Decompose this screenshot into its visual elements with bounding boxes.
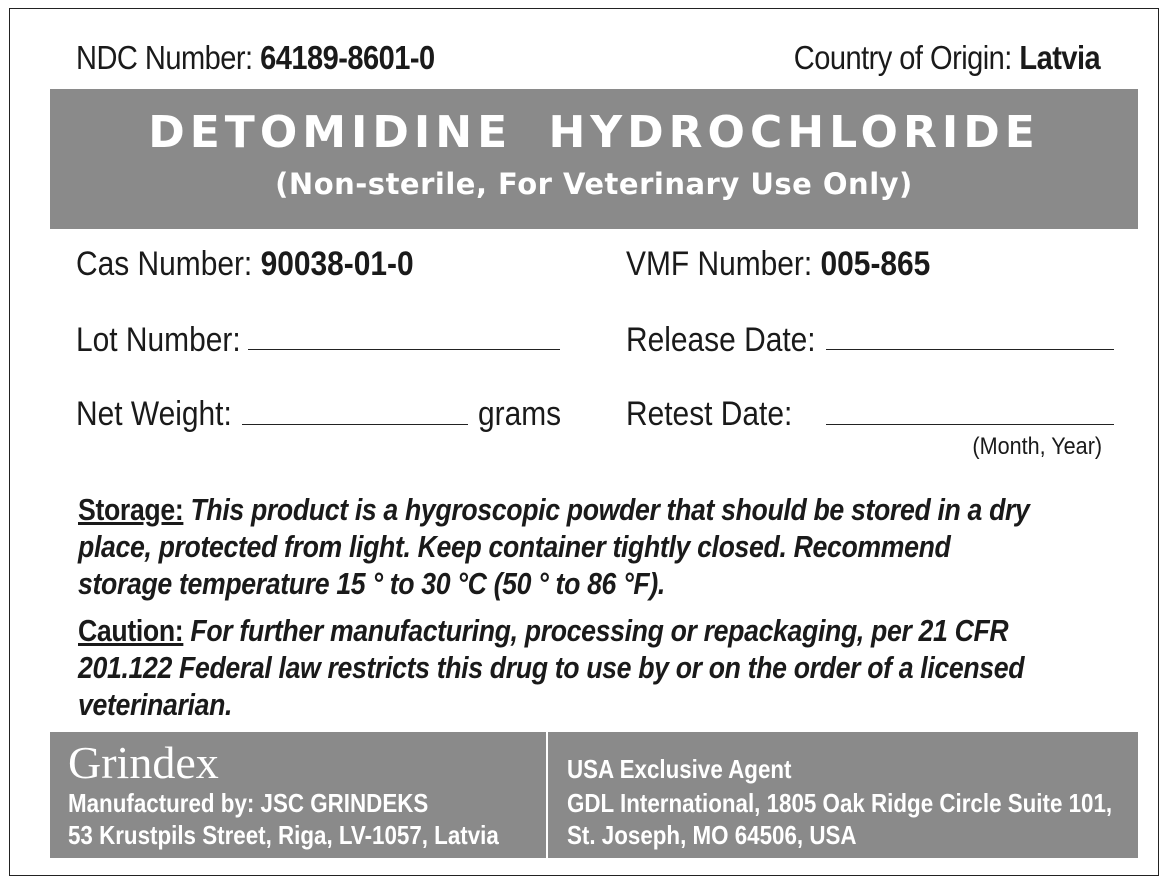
net-weight-unit: grams [478,395,562,433]
net-weight-label: Net Weight: [76,395,232,433]
manufacturer-line: Manufactured by: JSC GRINDEKS [68,788,429,818]
retest-date-format-note: (Month, Year) [972,433,1102,460]
vmf-label: VMF Number: [626,245,813,283]
footer-banner [50,732,1138,858]
title-banner [50,89,1138,229]
ndc-label: NDC Number: [76,39,253,76]
release-date-line [826,349,1114,350]
ndc-value: 64189-8601-0 [260,39,435,76]
storage-text: This product is a hygroscopic powder that should be stored in a dry place, protected from light. Keep container tightly closed. Recommend storage temperature 15 ° to 30 °C (50 ° to 86 °F). [78,492,1030,601]
product-title: DETOMIDINE HYDROCHLORIDE [148,107,1040,158]
retest-date-line [826,424,1114,425]
origin-label: Country of Origin: [793,39,1012,76]
brand-logo: Grindex [68,737,219,788]
release-date-label: Release Date: [626,321,816,359]
caution-text: For further manufacturing, processing or repackaging, per 21 CFR 201.122 Federal law restricts this drug to use by or on the order of a licensed veterinarian. [78,613,1025,722]
vmf-number [626,245,930,284]
caution-paragraph [78,612,1033,723]
cas-label: Cas Number: [76,245,253,283]
lot-number-line [248,349,560,350]
product-subtitle: (Non-sterile, For Veterinary Use Only) [275,167,913,201]
lot-number-label: Lot Number: [76,321,241,359]
vmf-value: 005-865 [820,245,931,283]
agent-address-line2: St. Joseph, MO 64506, USA [567,820,857,850]
retest-date-label: Retest Date: [626,395,793,433]
country-of-origin [794,39,1100,77]
caution-heading: Caution: [78,613,184,648]
storage-paragraph [78,491,1033,602]
storage-heading: Storage: [78,492,184,527]
net-weight-line [242,424,468,425]
product-label [9,8,1159,876]
agent-heading: USA Exclusive Agent [567,754,792,784]
origin-value: Latvia [1019,39,1100,76]
cas-value: 90038-01-0 [260,245,414,283]
footer-divider [546,732,548,858]
cas-number [76,245,414,284]
ndc-number [76,39,435,77]
agent-address-line1: GDL International, 1805 Oak Ridge Circle Suite 101, [567,788,1113,818]
manufacturer-address: 53 Krustpils Street, Riga, LV-1057, Latvia [68,820,499,850]
